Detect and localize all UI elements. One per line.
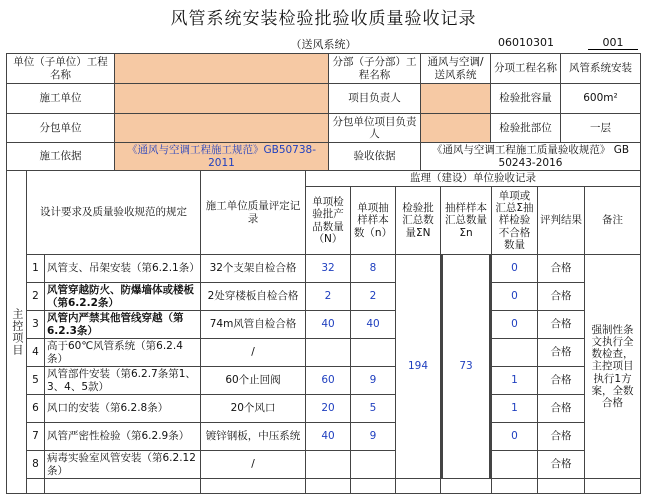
row-item: 风管内严禁其他管线穿越（第6.2.3条）: [44, 310, 201, 339]
row-num: 1: [26, 254, 45, 283]
contractor-label: 施工单位: [6, 83, 115, 114]
row-fail: [491, 338, 538, 367]
main-control-label: 主控项目: [6, 170, 27, 494]
col-qty: 单项检验批产品数量（N）: [305, 186, 351, 255]
part-value: 一层: [560, 113, 641, 143]
subcontractor-label: 分包单位: [6, 113, 115, 143]
row-item: 风口的安装（第6.2.8条）: [44, 394, 201, 423]
item-label: 分项工程名称: [490, 53, 561, 84]
total-n-cap: 194: [395, 254, 441, 479]
row-result: 合格: [537, 310, 585, 339]
row-sample: 40: [350, 310, 396, 339]
total-n-small: 73: [440, 254, 492, 479]
accept-value: 《通风与空调工程施工质量验收规范》 GB 50243-2016: [420, 142, 641, 171]
spare-row-fail: [491, 478, 538, 494]
row-sample: 8: [350, 254, 396, 283]
row-qty: 40: [305, 422, 351, 451]
basis-value: 《通风与空调工程施工规范》GB50738-2011: [114, 142, 329, 171]
spare-row-num: [26, 478, 45, 494]
capacity-value: 600m²: [560, 83, 641, 114]
row-qty: [305, 450, 351, 479]
spare-row-note: [584, 478, 641, 494]
row-num: 7: [26, 422, 45, 451]
subcontractor-value[interactable]: [114, 113, 329, 143]
col-total-sample: 抽样样本汇总数量Σn: [440, 186, 492, 255]
row-record: 20个风口: [200, 394, 306, 423]
row-qty: 60: [305, 366, 351, 395]
row-result: 合格: [537, 338, 585, 367]
spare-row-total: [395, 478, 441, 494]
sub-value: 通风与空调/送风系统: [420, 53, 491, 84]
row-sample: 9: [350, 422, 396, 451]
row-item: 风管支、吊架安装（第6.2.1条）: [44, 254, 201, 283]
spare-row-record: [200, 478, 306, 494]
row-record: 32个支架自检合格: [200, 254, 306, 283]
row-num: 8: [26, 450, 45, 479]
remark: 强制性条文执行全数检查，主控项目执行1方案，全数合格: [584, 254, 641, 479]
row-fail: [491, 450, 538, 479]
spare-row-item: [44, 478, 201, 494]
sub-pm-label: 分包单位项目负责人: [328, 113, 421, 143]
col-nonconform: 单项或汇总Σ抽样检验不合格数量: [491, 186, 538, 255]
row-result: 合格: [537, 282, 585, 311]
page-subtitle: （送风系统）: [290, 38, 357, 51]
row-qty: [305, 338, 351, 367]
row-item: 风管部件安装（第6.2.7条第1、3、4、5款）: [44, 366, 201, 395]
row-fail: 0: [491, 254, 538, 283]
part-label: 检验批部位: [490, 113, 561, 143]
row-qty: 20: [305, 394, 351, 423]
row-qty: 2: [305, 282, 351, 311]
pm-label: 项目负责人: [328, 83, 421, 114]
row-fail: 0: [491, 422, 538, 451]
page-title: 风管系统安装检验批验收质量验收记录: [170, 9, 477, 29]
accept-label: 验收依据: [328, 142, 421, 171]
row-item: 风管严密性检验（第6.2.9条）: [44, 422, 201, 451]
row-num: 3: [26, 310, 45, 339]
row-fail: 1: [491, 366, 538, 395]
contractor-value[interactable]: [114, 83, 329, 114]
form-code: 06010301: [498, 36, 554, 49]
row-result: 合格: [537, 394, 585, 423]
form-code-suffix: 001: [588, 36, 638, 50]
col-note: 备注: [584, 186, 641, 255]
row-record: /: [200, 338, 306, 367]
row-num: 4: [26, 338, 45, 367]
row-qty: 40: [305, 310, 351, 339]
row-record: 74m风管自检合格: [200, 310, 306, 339]
row-fail: 0: [491, 310, 538, 339]
unit-value[interactable]: [114, 53, 329, 84]
spare-row-sample: [350, 478, 396, 494]
row-num: 2: [26, 282, 45, 311]
row-fail: 1: [491, 394, 538, 423]
capacity-label: 检验批容量: [490, 83, 561, 114]
row-item: 高于60℃风管系统（第6.2.4条）: [44, 338, 201, 367]
row-result: 合格: [537, 366, 585, 395]
row-item: 病毒实验室风管安装（第6.2.12条）: [44, 450, 201, 479]
row-result: 合格: [537, 450, 585, 479]
basis-label: 施工依据: [6, 142, 115, 171]
row-result: 合格: [537, 422, 585, 451]
row-sample: 9: [350, 366, 396, 395]
item-value: 风管系统安装: [560, 53, 641, 84]
col-requirements: 设计要求及质量验收规范的规定: [26, 170, 201, 255]
row-num: 6: [26, 394, 45, 423]
row-fail: 0: [491, 282, 538, 311]
sub-pm-value[interactable]: [420, 113, 491, 143]
col-sample: 单项抽样样本数（n）: [350, 186, 396, 255]
row-result: 合格: [537, 254, 585, 283]
row-record: 镀锌钢板，中压系统: [200, 422, 306, 451]
col-supervision: 监理（建设）单位验收记录: [305, 170, 641, 187]
pm-value[interactable]: [420, 83, 491, 114]
col-record: 施工单位质量评定记录: [200, 170, 306, 255]
row-record: 2处穿楼板自检合格: [200, 282, 306, 311]
row-num: 5: [26, 366, 45, 395]
row-sample: [350, 338, 396, 367]
unit-label: 单位（子单位）工程名称: [6, 53, 115, 84]
row-record: /: [200, 450, 306, 479]
col-total-qty: 检验批汇总数量ΣN: [395, 186, 441, 255]
spare-row-total-sample: [440, 478, 492, 494]
row-sample: 2: [350, 282, 396, 311]
spare-row-result: [537, 478, 585, 494]
sub-label: 分部（子分部）工程名称: [328, 53, 421, 84]
spare-row-qty: [305, 478, 351, 494]
row-record: 60个止回阀: [200, 366, 306, 395]
col-result: 评判结果: [537, 186, 585, 255]
row-qty: 32: [305, 254, 351, 283]
row-sample: [350, 450, 396, 479]
row-sample: 5: [350, 394, 396, 423]
row-item: 风管穿越防火、防爆墙体或楼板（第6.2.2条）: [44, 282, 201, 311]
